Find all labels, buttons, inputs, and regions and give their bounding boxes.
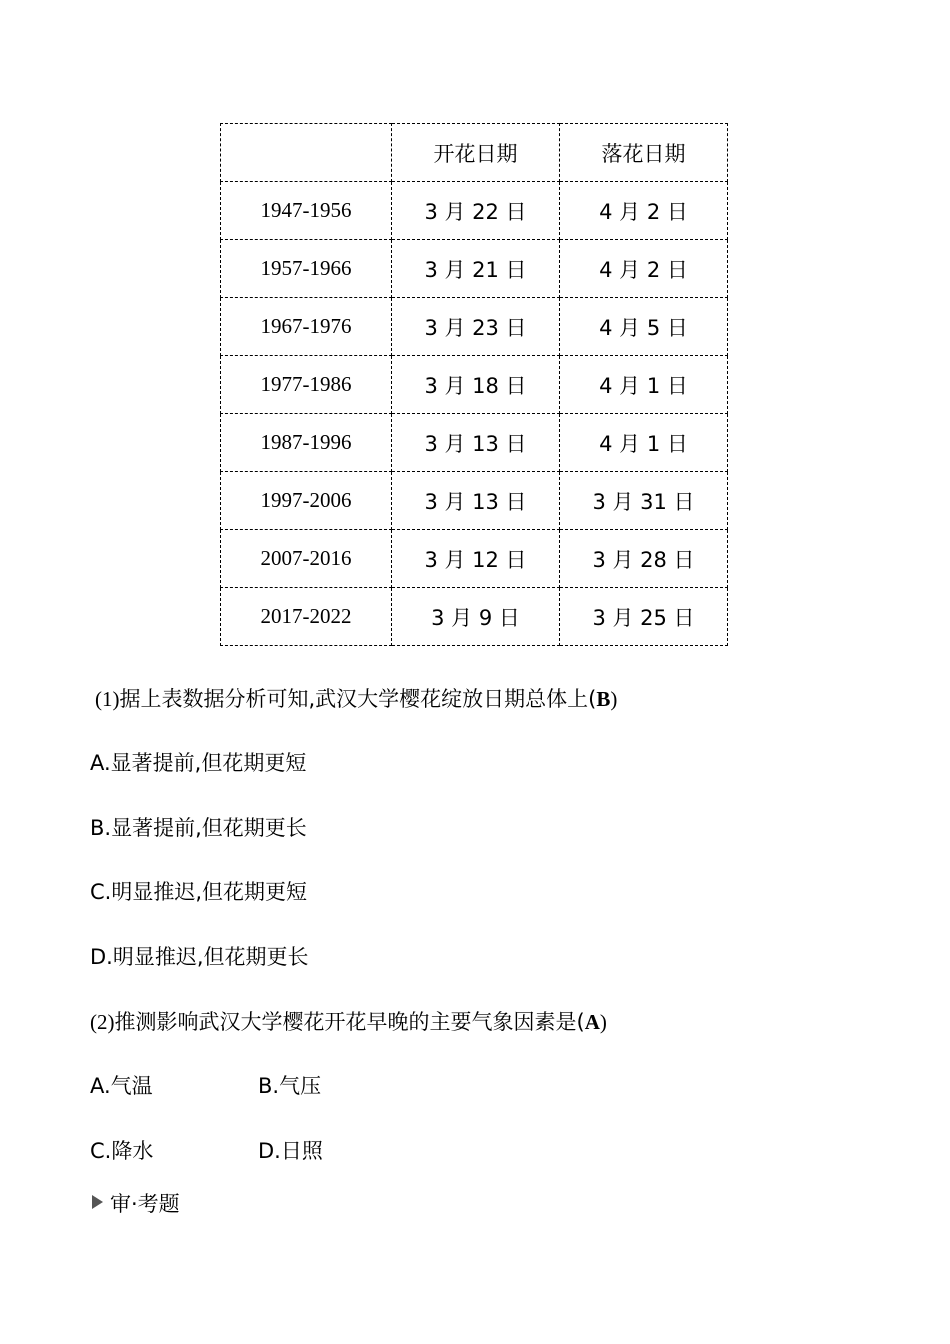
table-row bbox=[221, 356, 728, 414]
table-row bbox=[221, 588, 728, 646]
table-row bbox=[221, 298, 728, 356]
table-row bbox=[221, 182, 728, 240]
question-2-option-d: D.日照 bbox=[258, 1139, 323, 1163]
question-2-option-c: C.降水 bbox=[90, 1139, 154, 1163]
question-1-answer: B bbox=[596, 687, 611, 711]
review-question-label[interactable]: 审·考题 bbox=[110, 1192, 180, 1216]
question-1-stem bbox=[95, 683, 617, 713]
fall-date-cell: 4 月 1 日 bbox=[560, 356, 728, 414]
fall-date-cell: 4 月 1 日 bbox=[560, 414, 728, 472]
question-2-number: (2) bbox=[90, 1010, 115, 1034]
question-1-option-a: A.显著提前,但花期更短 bbox=[90, 751, 307, 775]
question-2-option-b: B.气压 bbox=[258, 1074, 322, 1098]
table-header-cell: 开花日期 bbox=[392, 124, 560, 182]
period-cell: 1947-1956 bbox=[221, 182, 392, 240]
fall-date-cell: 3 月 28 日 bbox=[560, 530, 728, 588]
table-row bbox=[221, 530, 728, 588]
period-cell: 2017-2022 bbox=[221, 588, 392, 646]
period-cell: 1967-1976 bbox=[221, 298, 392, 356]
table-header-cell bbox=[221, 124, 392, 182]
cherry-blossom-table bbox=[220, 123, 728, 646]
question-1-number: (1) bbox=[95, 687, 120, 711]
fall-date-cell: 4 月 2 日 bbox=[560, 240, 728, 298]
fall-date-cell: 3 月 25 日 bbox=[560, 588, 728, 646]
question-1-option-b: B.显著提前,但花期更长 bbox=[90, 816, 307, 840]
period-cell: 1977-1986 bbox=[221, 356, 392, 414]
fall-date-cell: 4 月 2 日 bbox=[560, 182, 728, 240]
bloom-date-cell: 3 月 12 日 bbox=[392, 530, 560, 588]
fall-date-cell: 3 月 31 日 bbox=[560, 472, 728, 530]
question-1-text: 据上表数据分析可知,武汉大学樱花绽放日期总体上( bbox=[119, 687, 597, 711]
question-1-option-d: D.明显推迟,但花期更长 bbox=[90, 945, 309, 969]
table-header-row bbox=[221, 124, 728, 182]
table-row bbox=[221, 472, 728, 530]
period-cell: 1957-1966 bbox=[221, 240, 392, 298]
question-2-option-a: A.气温 bbox=[90, 1074, 153, 1098]
period-cell: 1987-1996 bbox=[221, 414, 392, 472]
question-1-close: ) bbox=[610, 687, 618, 711]
period-cell: 1997-2006 bbox=[221, 472, 392, 530]
table-row bbox=[221, 240, 728, 298]
bloom-date-cell: 3 月 23 日 bbox=[392, 298, 560, 356]
period-cell: 2007-2016 bbox=[221, 530, 392, 588]
question-1-option-c: C.明显推迟,但花期更短 bbox=[90, 880, 308, 904]
question-2-close: ) bbox=[599, 1010, 607, 1034]
triangle-right-icon[interactable] bbox=[92, 1195, 103, 1209]
bloom-date-cell: 3 月 21 日 bbox=[392, 240, 560, 298]
question-2-stem bbox=[90, 1006, 607, 1036]
bloom-date-cell: 3 月 22 日 bbox=[392, 182, 560, 240]
bloom-date-cell: 3 月 13 日 bbox=[392, 472, 560, 530]
question-2-answer: A bbox=[584, 1010, 600, 1034]
table-row bbox=[221, 414, 728, 472]
table-header-cell: 落花日期 bbox=[560, 124, 728, 182]
fall-date-cell: 4 月 5 日 bbox=[560, 298, 728, 356]
bloom-date-cell: 3 月 18 日 bbox=[392, 356, 560, 414]
question-2-text: 推测影响武汉大学樱花开花早晚的主要气象因素是( bbox=[114, 1010, 585, 1034]
bloom-date-cell: 3 月 13 日 bbox=[392, 414, 560, 472]
bloom-date-cell: 3 月 9 日 bbox=[392, 588, 560, 646]
